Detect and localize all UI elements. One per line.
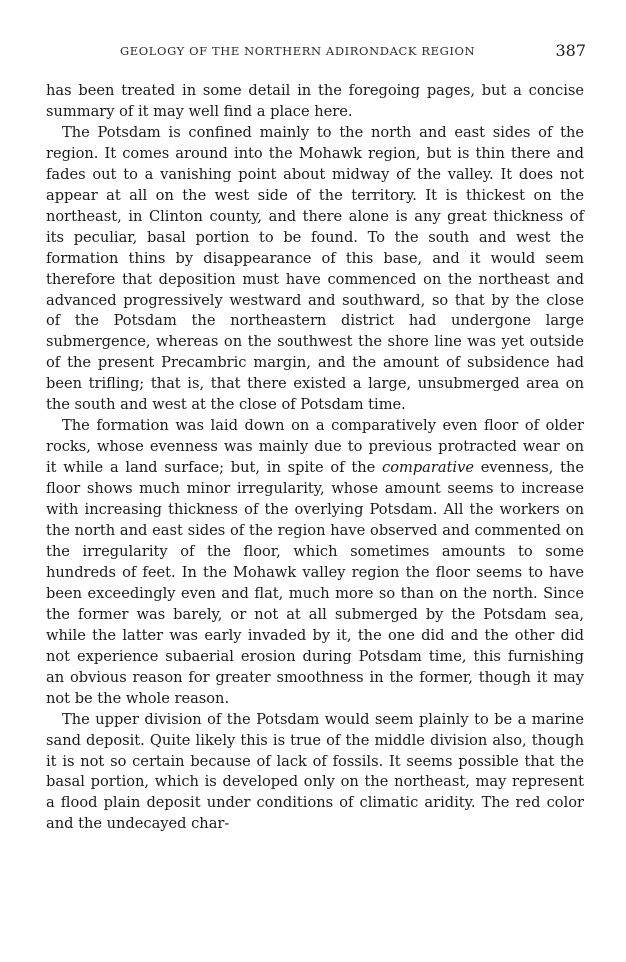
body-text xyxy=(46,81,584,835)
paragraph-3-text-end: evenness, the floor shows much minor irregularity, whose amount seems to increase with increasing thickness of the overlying Potsdam. All the workers on the north and east sides of the region have observed and commented on the irregularity of the floor, which sometimes amounts to some hundreds of feet. In the Mohawk valley region the floor seems to have been exceedingly even and flat, much more so than on the north. Since the former was barely, or not at all submerged by the Potsdam sea, while the latter was early invaded by it, the one did and the other did not experience subaerial erosion during Potsdam time, this furnishing an obvious reason for greater smoothness in the former, though it may not be the whole reason. xyxy=(46,459,585,707)
paragraph-1 xyxy=(46,81,584,123)
page-number: 387 xyxy=(555,41,586,60)
running-head xyxy=(46,42,586,62)
paragraph-1-text: has been treated in some detail in the foregoing pages, but a concise summary of it may well find a place here. xyxy=(46,82,584,120)
running-title: GEOLOGY OF THE NORTHERN ADIRONDACK REGION xyxy=(120,44,476,58)
paragraph-4 xyxy=(46,710,584,836)
paragraph-2-text: The Potsdam is confined mainly to the north and east sides of the region. It comes around into the Mohawk region, but is thin there and fades out to a vanishing point about midway of the valley. It does not appear at all on the west side of the territory. It is thickest on the northeast, in Clinton county, and there alone is any great thickness of its peculiar, basal portion to be found. To the south and west the formation thins by disappearance of this base, and it would seem therefore that deposition must have commenced on the northeast and advanced progressively westward and southward, so that by the close of the Potsdam the northeastern district had undergone large submergence, whereas on the southwest the shore line was yet outside of the present Precambric margin, and the amount of subsidence had been trifling; that is, that there existed a large, unsubmerged area on the south and west at the close of Potsdam time. xyxy=(46,123,584,414)
paragraph-3-text-start: The formation was laid down on a comparatively even floor of older rocks, whose evenness was mainly due to previous protracted wear on it while a land surface; but, in spite of the xyxy=(46,417,584,477)
paragraph-2 xyxy=(46,123,584,416)
paragraph-3 xyxy=(46,416,584,709)
italic-emphasis: comparative xyxy=(382,459,474,477)
paragraph-4-text: The upper division of the Potsdam would seem plainly to be a marine sand deposit. Quite likely this is true of the middle division also, though it is not so certain because of lack of fossils. It seems possible that the basal portion, which is developed only on the northeast, may represent a flood plain deposit under conditions of climatic aridity. The red color and the undecayed char- xyxy=(46,710,584,833)
